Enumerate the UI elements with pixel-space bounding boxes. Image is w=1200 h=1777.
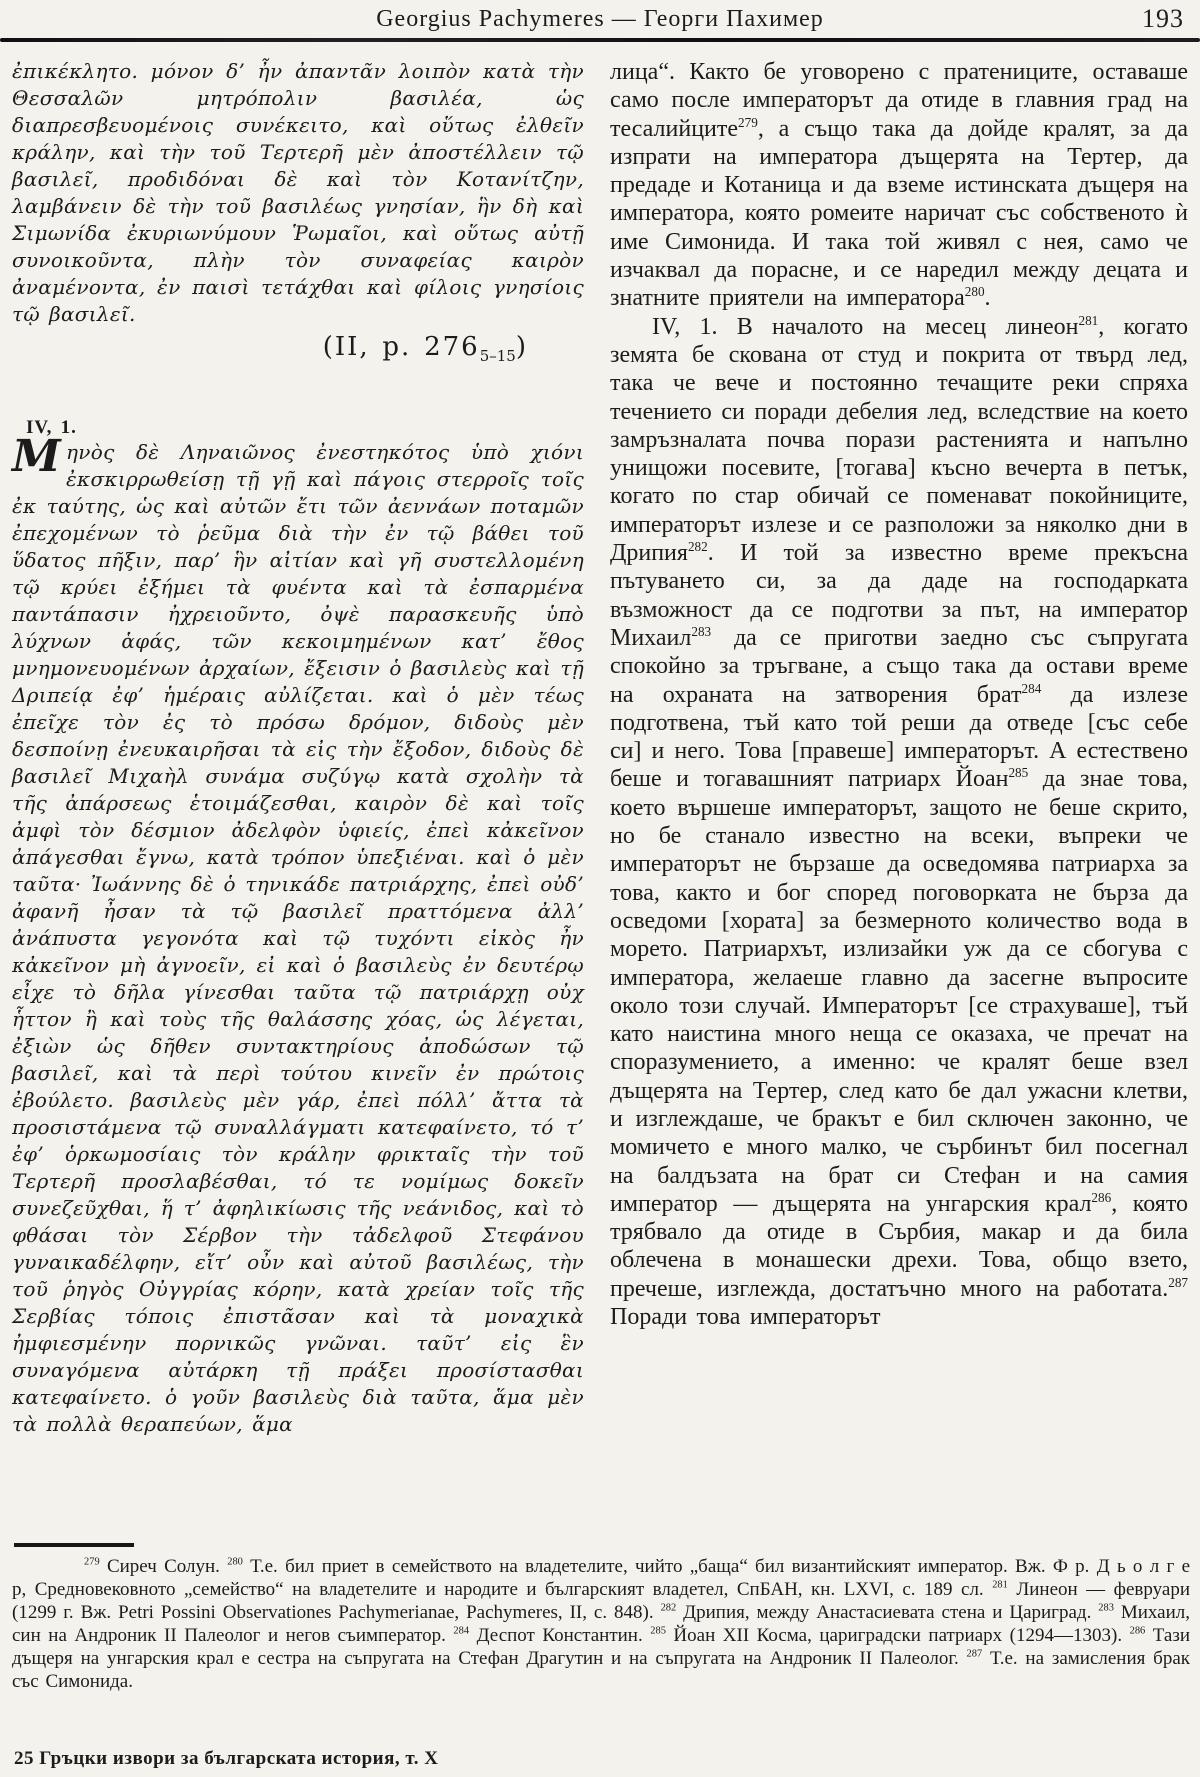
footnote-reference: 283 <box>691 623 712 639</box>
footnote-reference: 279 <box>738 114 758 130</box>
footnote-reference: 282 <box>687 539 708 555</box>
footnote-reference: 280 <box>227 1556 243 1568</box>
footnote-reference: 284 <box>1021 680 1042 696</box>
footnote-reference: 287 <box>1168 1274 1188 1290</box>
drop-cap-initial: Μ <box>12 431 62 483</box>
footnote-reference: 286 <box>1091 1189 1112 1205</box>
footnote-separator-rule <box>14 1543 134 1547</box>
footnotes-text: $^{279}$ Сиреч Солун. $^{280}$ Т.е. бил приет в семейството на владетелите, чийто „баща“ бил византийският император. Вж. Ф р. Д ь о л г е р, Средновековното „семейство“ на владетелите и народите и българският владетел, СпБАН, кн. LXVI, с. 189 сл. $^{281}$ Линеон — февруари (1299 г. Вж. Petri Possini Observationes Pachymerianae, Pachymeres, II, с. 848). $^{282}$ Дрипия, между Анастасиевата стена и Цариград. $^{283}$ Михаил, син на Андроник II Палеолог и негов съимператор. $^{284}$ Деспот Константин. $^{285}$ Йоан XII Косма, цариградски патриарх (1294—1303). $^{286}$ Тази дъщеря на унгарския крал е сестра на съпругата на Стефан Драгутин и на съпругата на Андроник II Палеолог. $^{287}$ Т.е. на замисления брак със Симонида. <box>12 1556 1191 1692</box>
footnote-reference: 283 <box>1098 1602 1114 1614</box>
header-rule <box>0 38 1200 42</box>
citation-volume-page: (II, p. 276 <box>322 332 480 362</box>
footnote-reference: 280 <box>964 284 985 300</box>
running-title: Georgius Pachymeres — Георги Пахимер <box>376 6 824 32</box>
two-column-body <box>12 58 1188 1438</box>
footnote-reference: 284 <box>453 1625 470 1637</box>
footnote-reference: 286 <box>1129 1625 1146 1637</box>
footnote-reference: 285 <box>650 1625 666 1637</box>
greek-paragraph-continuation: ἐπικέκλητο. μόνον δ’ ἦν ἀπαντᾶν λοιπὸν κατὰ τὴν Θεσσαλῶν μητρόπολιν βασιλέα, ὡς διαπρεσβευομένοις συνέκειτο, καὶ οὕτως ἐλθεῖν κράλην, καὶ τὴν τοῦ Τερτερῆ μὲν ἀποστέλλειν τῷ βασιλεῖ, προδιδόναι δὲ καὶ τὸν Κοτανίτζην, λαμβάνειν δὲ τὴν τοῦ βασιλέως γνησίαν, ἣν δὴ καὶ Σιμωνίδα ἐκυριωνύμουν Ῥωμαῖοι, καὶ οὕτως αὐτῇ συνοικοῦντα, πλὴν τὸν συναφείας καιρὸν ἀναμένοντα, ἐν παισὶ τετάχθαι καὶ φίλοις γνησίοις τῷ βασιλεῖ. <box>12 59 584 326</box>
section-heading: IV, 1. <box>26 417 77 439</box>
citation-close: ) <box>515 332 528 362</box>
footnote-reference: 282 <box>660 1602 677 1614</box>
bulgarian-paragraph-continuation: лица“. Както бе уговорено с пратениците, оставаше само после императорът да отиде в главния град на тесалийците$^{279}$, а също така да дойде кралят, за да изпрати на императора дъщерята на Тертер, да предаде и Котаница и да вземе истинската дъщеря на императора, която ромеите наричат със собственото ѝ име Симонида. И така той живял с нея, само че изчаквал да порасне, и се наредил между децата и знатните приятели на императора$^{280}$. <box>610 59 1188 312</box>
greek-source-column <box>12 58 584 1438</box>
footnote-reference: 285 <box>1008 765 1029 781</box>
footnote-reference: 281 <box>1078 312 1099 328</box>
bulgarian-translation-column <box>610 58 1188 1331</box>
footnotes-section <box>12 1543 1190 1693</box>
citation-line-range: 5–15 <box>479 347 516 366</box>
footnote-reference: 287 <box>966 1648 983 1660</box>
volume-signature: 25 Гръцки извори за българската история, т. X <box>14 1748 439 1769</box>
footnote-reference: 281 <box>992 1579 1008 1591</box>
greek-paragraph-text: ηνὸς δὲ Ληναιῶνος ἐνεστηκότος ὑπὸ χιόνι ἐκσκιρρωθείσῃ τῇ γῇ καὶ πάγοις στερροῖς τοῖς ἐκ ταύτης, ὡς καὶ αὐτῶν ἔτι τῶν ἀεννάων ποταμῶν ἐπεχομένων τὸ ῥεῦμα διὰ τὴν ἐν τῷ βάθει τοῦ ὕδατος πῆξιν, παρ’ ἣν αἰτίαν καὶ γῆ συστελλομένη τῷ κρύει ἐξήμει τὰ φυέντα καὶ τὰ ἐσπαρμένα παντάπασιν ἠχρειοῦντο, ὀψὲ παρασκευῆς ὑπὸ λύχνων ἁφάς, τῶν κεκοιμημένων κατ’ ἔθος μνημονευομένων ἀρχαίων, ἔξεισιν ὁ βασιλεὺς καὶ τῇ Δριπείᾳ ἐφ’ ἡμέραις αὐλίζεται. καὶ ὁ μὲν τέως ἐπεῖχε τὸν ἐς τὸ πρόσω δρόμον, διδοὺς μὲν δεσποίνῃ ἐνευκαιρῆσαι τὰ εἰς τὴν ἔξοδον, διδοὺς δὲ βασιλεῖ Μιχαὴλ συνάμα συζύγῳ κατὰ σχολὴν τὰ τῆς ἀπάρσεως ἑτοιμάζεσθαι, καιρὸν δὲ καὶ τοῖς ἀμφὶ τὸν δέσμιον ἀδελφὸν ὑφιείς, ἐπεὶ κἀκεῖνον ἀπάγεσθαι ἔγνω, κατὰ τρόπον ὑπεξιέναι. καὶ ὁ μὲν ταῦτα· Ἰωάννης δὲ ὁ τηνικάδε πατριάρχης, ἐπεὶ οὐδ’ ἀφανῆ ἦσαν τὰ τῷ βασιλεῖ πραττόμενα ἀλλ’ ἀνάπυστα γεγονότα καὶ τῷ τυχόντι εἰκὸς ἦν κἀκεῖνον μὴ ἀγνοεῖν, εἰ καὶ ὁ βασιλεὺς ἐν δευτέρῳ εἶχε τὸ δῆλα γίνεσθαι ταῦτα τῷ πατριάρχῃ οὐχ ἧττον ἢ καὶ τοὺς τῆς θαλάσσης χόας, ὡς λέγεται, ἐξιὼν ὡς δῆθεν συντακτηρίους ἀποδώσων τῷ βασιλεῖ, καὶ τὰ περὶ τούτου κινεῖν ἐν πρώτοις ἐβούλετο. βασιλεὺς μὲν γάρ, ἐπεὶ πόλλ’ ἄττα τὰ προσιστάμενα τῷ συναλλάγματι κατεφαίνετο, τό τ’ ἐφ’ ὁρκωμοσίαις τὸν κράλην φρικταῖς τὴν τοῦ Τερτερῆ προσλαβέσθαι, τό τε νομίμως δοκεῖν συνεζεῦχθαι, ἥ τ’ ἀφηλικίωσις τῆς νεάνιδος, καὶ τὸ φθάσαι τὸν Σέρβον τὴν τἀδελφοῦ Στεφάνου γυναικαδέλφην, εἴτ’ οὖν καὶ αὐτοῦ βασιλέως, τὴν τοῦ ῥηγὸς Οὐγγρίας κόρην, κατὰ χρείαν τοῖς τῆς Σερβίας τόποις ἐπιστᾶσαν καὶ τὰ μοναχικὰ ἠμφιεσμένην πορνικῶς γνῶναι. ταῦτ’ εἰς ἓν συναγόμενα αὐτάρκη τῇ πράξει προσίστασθαι κατεφαίνετο. ὁ γοῦν βασιλεὺς διὰ ταῦτα, ἅμα μὲν τὰ πολλὰ θεραπεύων, ἅμα <box>12 440 584 1437</box>
footnote-reference: 279 <box>84 1556 100 1568</box>
page-number: 193 <box>1142 4 1184 33</box>
bulgarian-paragraph-section: IV, 1. В началото на месец линеон$^{281}$, когато земята бе скована от студ и покрита от твърд лед, така че вече и постоянно течащите реки спряха течението си поради дебелия лед, вследствие на което замръзналата почва порази растенията и напълно унищожи посевите, [тогава] късно вечерта в петък, когато по стар обичай се поменават покойниците, императорът излезе и се разположи за няколко дни в Дрипия$^{282}$. И той за известно време прекъсна пътуването си, за да даде на господарката възможност да се подготви за път, на император Михаил$^{283}$ да се приготви заедно със съпругата спокойно за тръгване, а също така да остави време на охраната на затворения брат$^{284}$ да излезе подготвена, тъй като той реши да отведе [със себе си] и него. Това [правеше] императорът. А естествено беше и тогавашният патриарх Йоан$^{285}$ да знае това, което вършеше императорът, защото не беше скрито, но бе станало известно на всеки, въпреки че императорът не бързаше да осведомява патриарха за това, както и бог според поговорката не бърза да осведоми [хората] за безмерното количество вода в морето. Патриархът, излизайки уж да се сбогува с императора, желаеше главно да засегне въпросите около този случай. Императорът [се страхуваше], тъй като наистина много неща се оказаха, че пречат на споразумението, а именно: че кралят беше взел дъщерята на Тертер, след като бе дал ужасни клетви, и изглеждаше, че бракът е бил сключен законно, че момичето е много малко, че сърбинът бил посегнал на балдъзата на брат си Стефан и на самия император — дъщерята на унгарския крал$^{286}$, която трябвало да отиде в Сърбия, макар и да била облечена в монашески дрехи. Това, общо взето, пречеше, изглежда, достатъчно много на работата.$^{287}$ Поради това императорът <box>610 312 1188 1331</box>
source-citation <box>12 334 584 370</box>
greek-paragraph <box>12 431 584 1438</box>
